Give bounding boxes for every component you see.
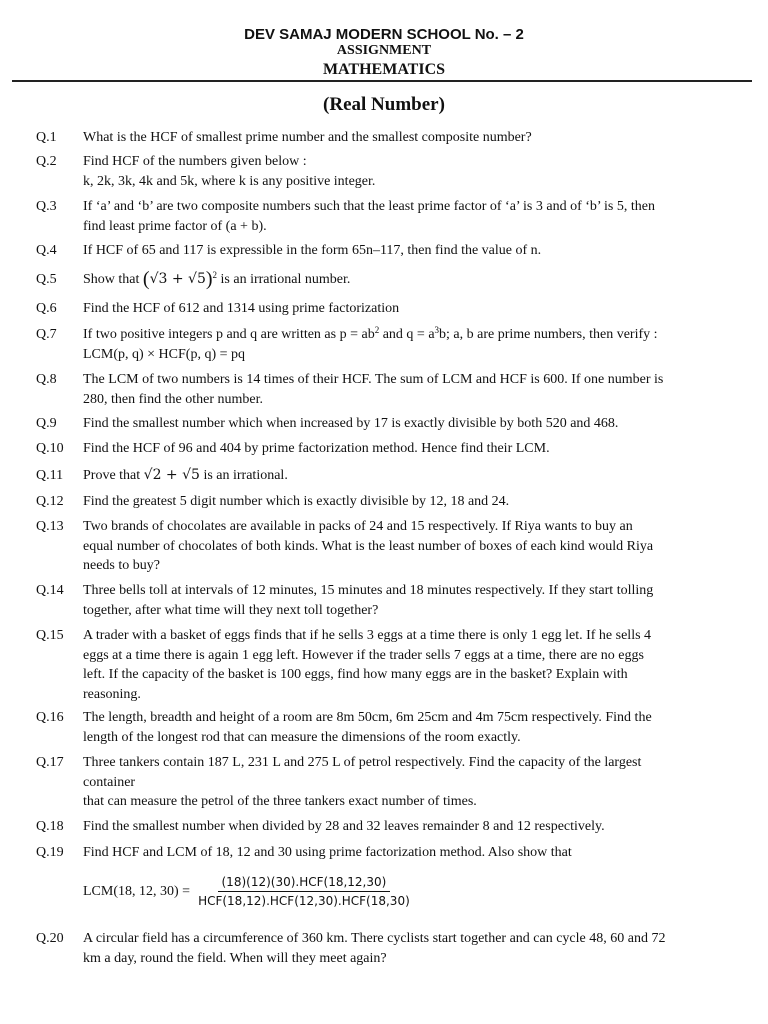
question-item xyxy=(36,843,736,863)
assignment-label: ASSIGNMENT xyxy=(336,43,432,58)
question-item xyxy=(36,626,736,704)
question-text: A circular field has a circumference of 360 km. There cyclists start together and can cycle 48, 60 and 72 km a day, round the field. When will they meet again? xyxy=(83,931,666,966)
question-number: Q.12 xyxy=(36,494,64,509)
question-item xyxy=(36,152,736,191)
formula-numerator: (18)(12)(30).HCF(18,12,30) xyxy=(218,875,391,892)
school-name: DEV SAMAJ MODERN SCHOOL No. – 2 xyxy=(244,26,524,43)
question-number: Q.1 xyxy=(36,130,57,145)
question-number: Q.5 xyxy=(36,272,57,287)
question-number: Q.19 xyxy=(36,845,64,860)
question-text: Show that $(√3 + √5)^2$ is an irrational number. xyxy=(83,268,351,290)
question-item xyxy=(36,370,736,409)
question-number: Q.15 xyxy=(36,628,64,643)
question-text: Find the HCF of 612 and 1314 using prime factorization xyxy=(83,301,400,316)
question-text: What is the HCF of smallest prime number and the smallest composite number? xyxy=(83,130,532,145)
question-text: If two positive integers p and q are written as $p = ab^2$ and $q = a^3b$; a, b are prime numbers, then verify : LCM(p, q) × HCF(p, q) = pq xyxy=(83,325,658,362)
formula-fraction xyxy=(194,875,414,908)
question-text: Three bells toll at intervals of 12 minutes, 15 minutes and 18 minutes respectively. If they start tolling together, after what time will they next toll together? xyxy=(83,583,654,618)
question-text: Prove that √2 + √5 is an irrational. xyxy=(83,467,288,483)
question-number: Q.10 xyxy=(36,441,64,456)
question-item xyxy=(36,517,736,576)
question-text: A trader with a basket of eggs finds that if he sells 3 eggs at a time there is only 1 egg let. If he sells 4 eggs at a time there is again 1 egg left. However if the trader sells 7 eggs at a time, there are no eggs left. If the capacity of the basket is 100 eggs, find how many eggs are in the basket? Explain with reasoning. xyxy=(83,628,652,702)
question-item xyxy=(36,325,736,364)
question-item xyxy=(36,299,736,319)
question-text: Find the smallest number when divided by 28 and 32 leaves remainder 8 and 12 respectively. xyxy=(83,819,605,834)
question-item xyxy=(36,466,736,486)
question-item xyxy=(36,753,736,812)
question-number: Q.6 xyxy=(36,301,57,316)
question-item xyxy=(36,241,736,261)
question-number: Q.13 xyxy=(36,519,64,534)
question-item xyxy=(36,414,736,434)
question-item xyxy=(36,197,736,236)
question-text: Find the HCF of 96 and 404 by prime factorization method. Hence find their LCM. xyxy=(83,441,550,456)
question-number: Q.20 xyxy=(36,931,64,946)
lcm-hcf-formula xyxy=(83,875,414,908)
math-expression: √3 + √5 xyxy=(149,271,206,287)
question-number: Q.14 xyxy=(36,583,64,598)
question-number: Q.3 xyxy=(36,199,57,214)
header-divider xyxy=(12,80,752,82)
question-item xyxy=(36,270,736,290)
question-text: The LCM of two numbers is 14 times of their HCF. The sum of LCM and HCF is 600. If one number is 280, then find the other number. xyxy=(83,372,664,407)
question-text: If ‘a’ and ‘b’ are two composite numbers such that the least prime factor of ‘a’ is 3 and of ‘b’ is 5, then find least prime factor of (a + b). xyxy=(83,199,655,234)
question-item xyxy=(36,492,736,512)
math-expression: √2 + √5 xyxy=(143,467,200,483)
question-number: Q.9 xyxy=(36,416,57,431)
formula-denominator: HCF(18,12).HCF(12,30).HCF(18,30) xyxy=(198,894,410,908)
question-number: Q.17 xyxy=(36,755,64,770)
question-number: Q.7 xyxy=(36,327,57,342)
question-text: If HCF of 65 and 117 is expressible in the form 65n–117, then find the value of n. xyxy=(83,243,542,258)
subject-title: MATHEMATICS xyxy=(322,61,446,78)
question-number: Q.4 xyxy=(36,243,57,258)
question-text: Two brands of chocolates are available in packs of 24 and 15 respectively. If Riya wants to buy an equal number of chocolates of both kinds. What is the least number of boxes of each kind would Riya needs to buy? xyxy=(83,519,654,573)
question-item xyxy=(36,708,736,747)
question-number: Q.2 xyxy=(36,154,57,169)
question-number: Q.11 xyxy=(36,468,64,483)
question-text: Find the greatest 5 digit number which is exactly divisible by 12, 18 and 24. xyxy=(83,494,510,509)
question-item xyxy=(36,128,736,148)
question-text: Three tankers contain 187 L, 231 L and 275 L of petrol respectively. Find the capacity of the largest container that can measure the petrol of the three tankers exact number of times. xyxy=(83,755,642,809)
question-text: Find the smallest number which when increased by 17 is exactly divisible by both 520 and 468. xyxy=(83,416,619,431)
question-number: Q.16 xyxy=(36,710,64,725)
question-item xyxy=(36,929,736,968)
formula-lhs: LCM(18, 12, 30) = xyxy=(83,883,191,899)
question-number: Q.8 xyxy=(36,372,57,387)
question-item xyxy=(36,439,736,459)
chapter-title: (Real Number) xyxy=(323,94,445,115)
question-item xyxy=(36,581,736,620)
question-number: Q.18 xyxy=(36,819,64,834)
question-text: Find HCF of the numbers given below : k, 2k, 3k, 4k and 5k, where k is any positive integer. xyxy=(83,154,376,189)
question-text: Find HCF and LCM of 18, 12 and 30 using prime factorization method. Also show that xyxy=(83,845,572,860)
question-item xyxy=(36,817,736,837)
question-text: The length, breadth and height of a room are 8m 50cm, 6m 25cm and 4m 75cm respectively. Find the length of the longest rod that can measure the dimensions of the room exactly. xyxy=(83,710,652,745)
